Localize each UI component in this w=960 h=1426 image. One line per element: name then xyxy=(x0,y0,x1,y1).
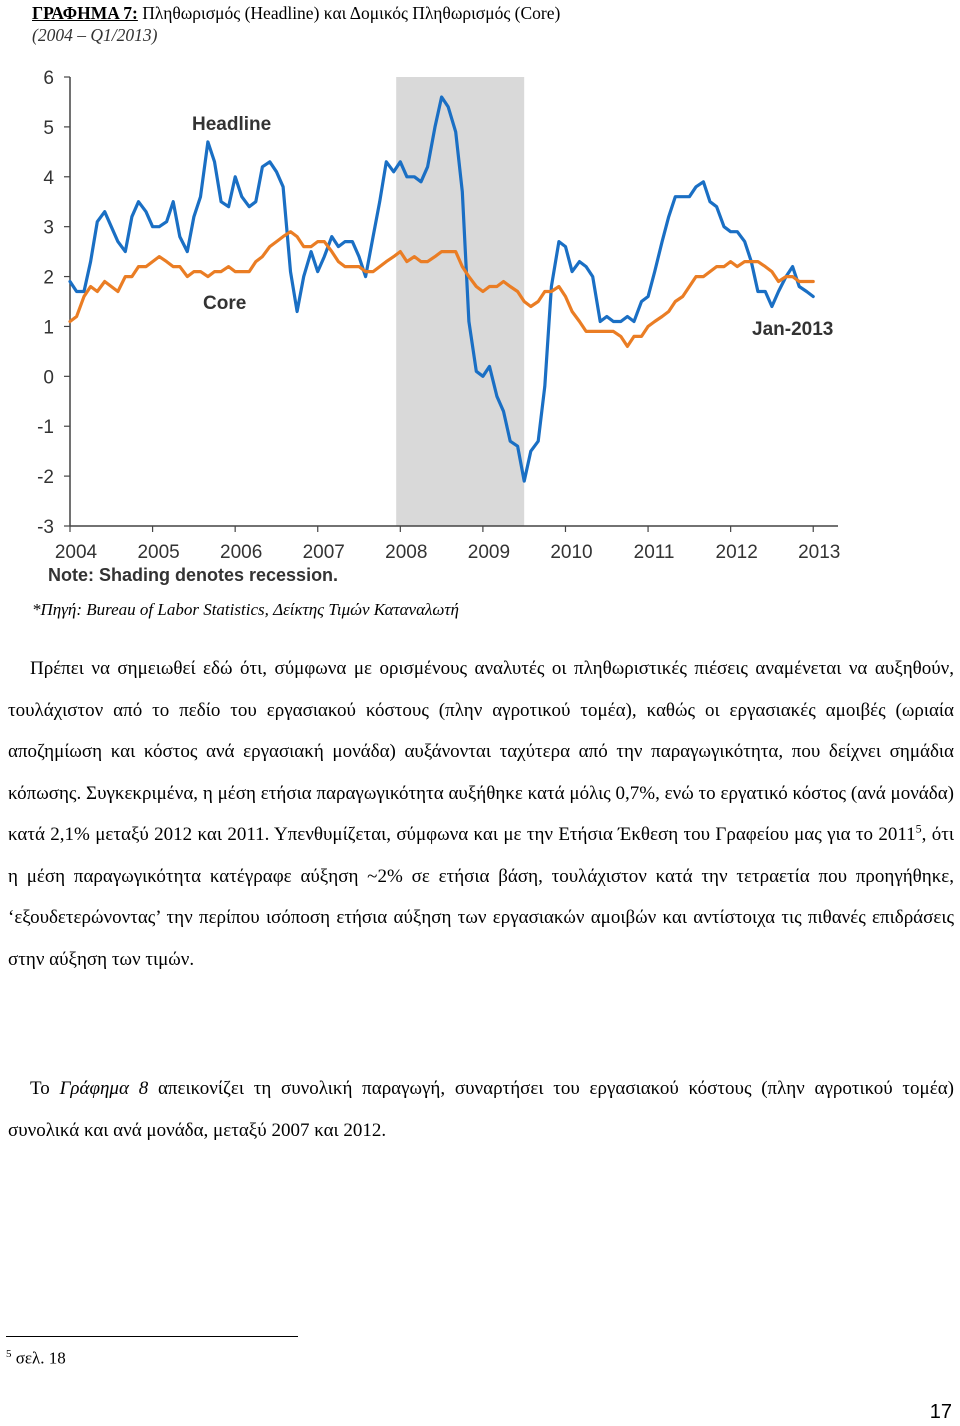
recession-shading xyxy=(396,77,524,526)
y-tick-label: 1 xyxy=(43,317,54,339)
paragraph2-text-a: Το xyxy=(30,1078,60,1099)
paragraph2-text-b: απεικονίζει τη συνολική παραγωγή, συναρτήσει του εργασιακού κόστους (πλην αγροτικού τομέα) συνολικά και ανά μονάδα, μεταξύ 2007 και 2012. xyxy=(8,1078,954,1141)
paragraph1-text-b: , ότι η μέση παραγωγικότητα κατέγραφε αύξηση ~2% σε ετήσια βάση, τουλάχιστον κατά την τετραετία που προηγήθηκε, ‘εξουδετερώνοντας’ την περίπου ισόποση ετήσια αύξηση των εργασιακών αμοιβών και αντίστοιχα τις πιθανές επιδράσεις στην αύξηση των τιμών. xyxy=(8,824,954,970)
x-tick-label: 2013 xyxy=(798,542,841,563)
figure-caption xyxy=(32,2,560,46)
headline-annotation: Headline xyxy=(192,114,272,135)
footnote-divider xyxy=(6,1336,298,1337)
y-tick-label: -2 xyxy=(37,467,54,489)
footnote-text: σελ. 18 xyxy=(11,1348,66,1368)
page-number: 17 xyxy=(929,1401,952,1423)
y-tick-label: -1 xyxy=(37,417,54,439)
x-tick-label: 2008 xyxy=(385,542,428,563)
y-tick-label: -3 xyxy=(37,517,54,538)
footnote-ref[interactable]: 5 xyxy=(915,821,922,836)
inflation-line-chart xyxy=(0,52,860,592)
core-annotation: Core xyxy=(203,293,247,314)
x-tick-label: 2006 xyxy=(220,542,263,563)
x-tick-label: 2007 xyxy=(302,542,345,563)
x-tick-label: 2010 xyxy=(550,542,593,563)
y-tick-label: 4 xyxy=(43,167,54,189)
paragraph-inflation-pressures xyxy=(8,648,954,980)
y-tick-label: 3 xyxy=(43,217,54,239)
y-tick-label: 5 xyxy=(43,117,54,139)
footnote-number: 5 xyxy=(6,1348,12,1360)
y-tick-label: 2 xyxy=(43,267,54,289)
source-note: *Πηγή: Bureau of Labor Statistics, Δείκτης Τιμών Καταναλωτή xyxy=(32,600,459,619)
footnote xyxy=(6,1348,66,1369)
y-tick-label: 0 xyxy=(43,367,54,389)
paragraph1-text-a: Πρέπει να σημειωθεί εδώ ότι, σύμφωνα με ορισμένους αναλυτές οι πληθωριστικές πιέσεις αναμένεται να αυξηθούν, τουλάχιστον από το πεδίο του εργασιακού κόστους (πλην αγροτικού τομέα), καθώς οι εργασιακές αμοιβές (ωριαία αποζημίωση και κόστος ανά εργασιακή μονάδα) αυξάνονται ταχύτερα από την παραγωγικότητα, που δείχνει σημάδια κόπωσης. Συγκεκριμένα, η μέση ετήσια παραγωγικότητα αυξήθηκε κατά μόλις 0,7%, ενώ το εργατικό κόστος (ανά μονάδα) κατά 2,1% μεταξύ 2012 και 2011. Υπενθυμίζεται, σύμφωνα και με την Ετήσια Έκθεση του Γραφείου μας για το 2011 xyxy=(8,658,954,845)
paragraph-graph8 xyxy=(8,1068,954,1151)
x-tick-label: 2012 xyxy=(715,542,758,563)
x-tick-label: 2009 xyxy=(467,542,511,563)
jan-2013-annotation: Jan-2013 xyxy=(752,319,834,340)
graph8-reference: Γράφημα 8 xyxy=(59,1078,149,1099)
figure-title: Πληθωρισμός (Headline) και Δομικός Πληθωρισμός (Core) xyxy=(137,3,561,23)
figure-subtitle: (2004 – Q1/2013) xyxy=(32,25,158,45)
recession-note: Note: Shading denotes recession. xyxy=(48,565,339,585)
y-tick-label: 6 xyxy=(43,68,54,89)
figure-label: ΓΡΑΦΗΜΑ 7: xyxy=(32,3,138,23)
x-tick-label: 2004 xyxy=(54,542,98,563)
x-tick-label: 2005 xyxy=(137,542,180,563)
x-tick-label: 2011 xyxy=(633,542,675,563)
